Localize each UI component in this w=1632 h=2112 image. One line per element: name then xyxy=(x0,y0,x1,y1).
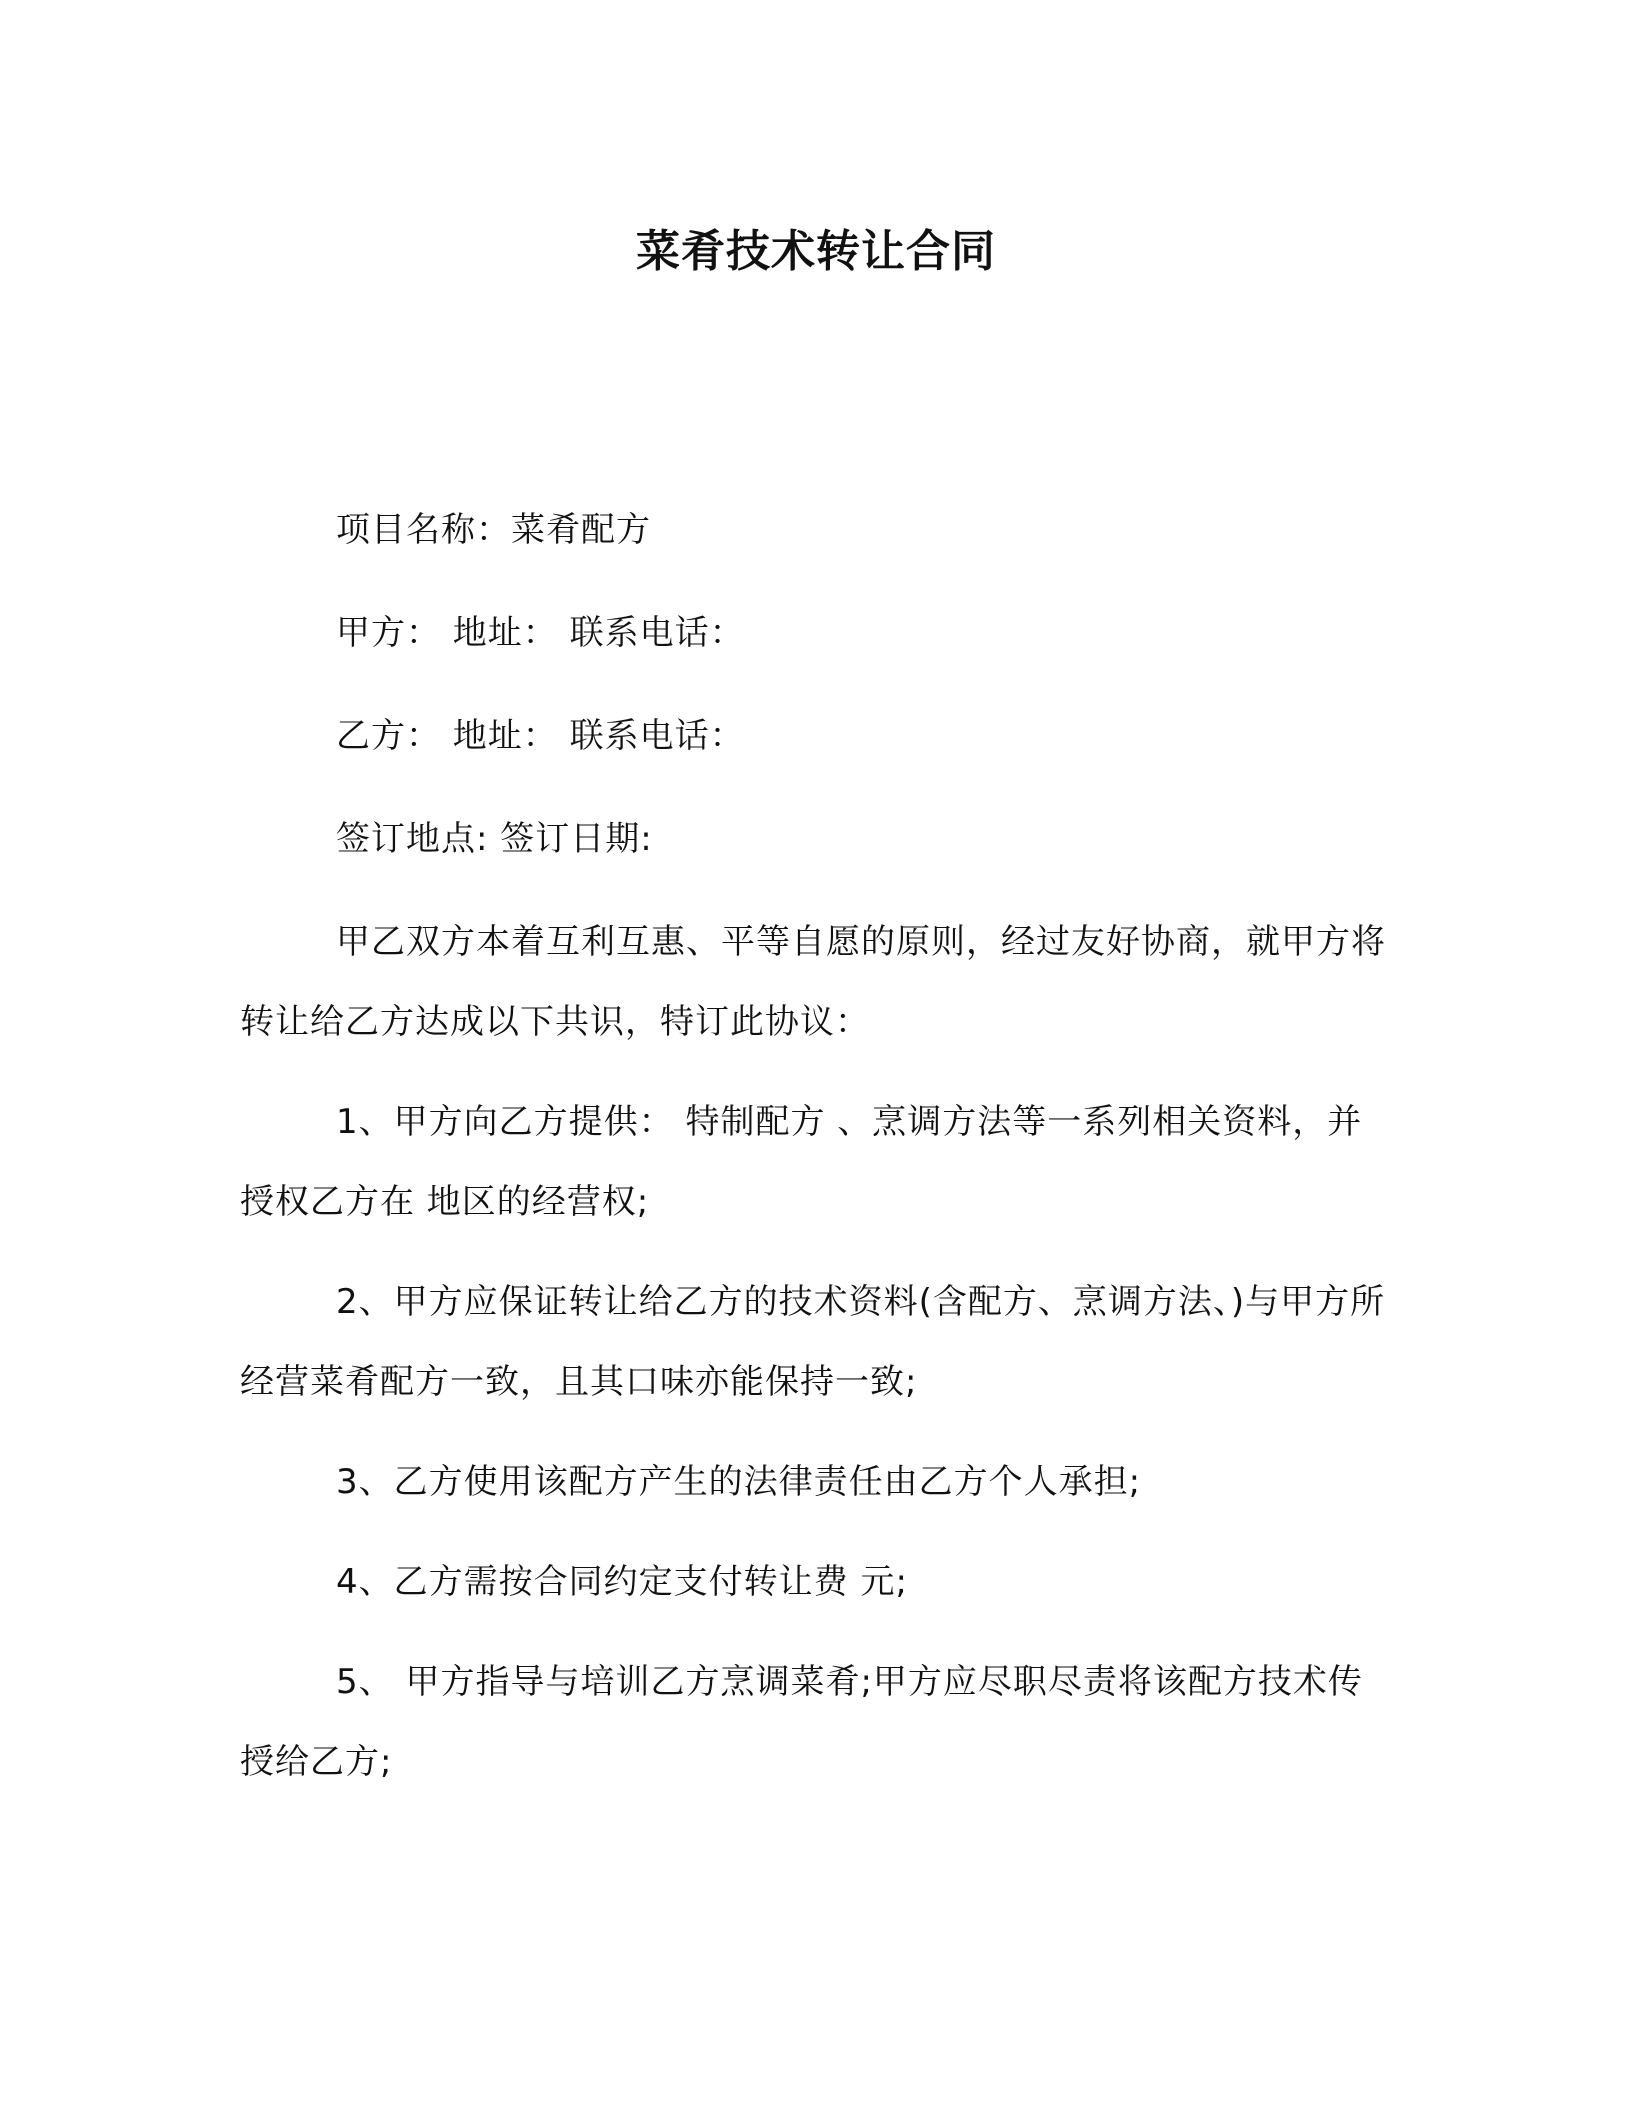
clause-1: 1、甲方向乙方提供： 特制配方 、烹调方法等一系列相关资料，并授权乙方在 地区的经营权; xyxy=(240,1102,1363,1222)
preamble-paragraph: 甲乙双方本着互利互惠、平等自愿的原则，经过友好协商，就甲方将 转让给乙方达成以下共识，特订此协议： xyxy=(240,922,1386,1042)
project-name-field: 项目名称：菜肴配方 xyxy=(336,510,651,550)
party-b-field: 乙方： 地址： 联系电话： xyxy=(336,716,745,756)
clause-2: 2、甲方应保证转让给乙方的技术资料(含配方、烹调方法、)与甲方所经营菜肴配方一致，且其口味亦能保持一致; xyxy=(240,1282,1386,1402)
party-a-field: 甲方： 地址： 联系电话： xyxy=(336,613,745,653)
clause-3: 3、乙方使用该配方产生的法律责任由乙方个人承担; xyxy=(336,1462,1142,1502)
signing-field: 签订地点: 签订日期: xyxy=(336,819,653,859)
document-title: 菜肴技术转让合同 xyxy=(636,226,996,277)
document-body xyxy=(240,490,1390,1822)
clause-4: 4、乙方需按合同约定支付转让费 元; xyxy=(336,1562,908,1602)
clause-5: 5、 甲方指导与培训乙方烹调菜肴;甲方应尽职尽责将该配方技术传授给乙方; xyxy=(240,1662,1363,1782)
